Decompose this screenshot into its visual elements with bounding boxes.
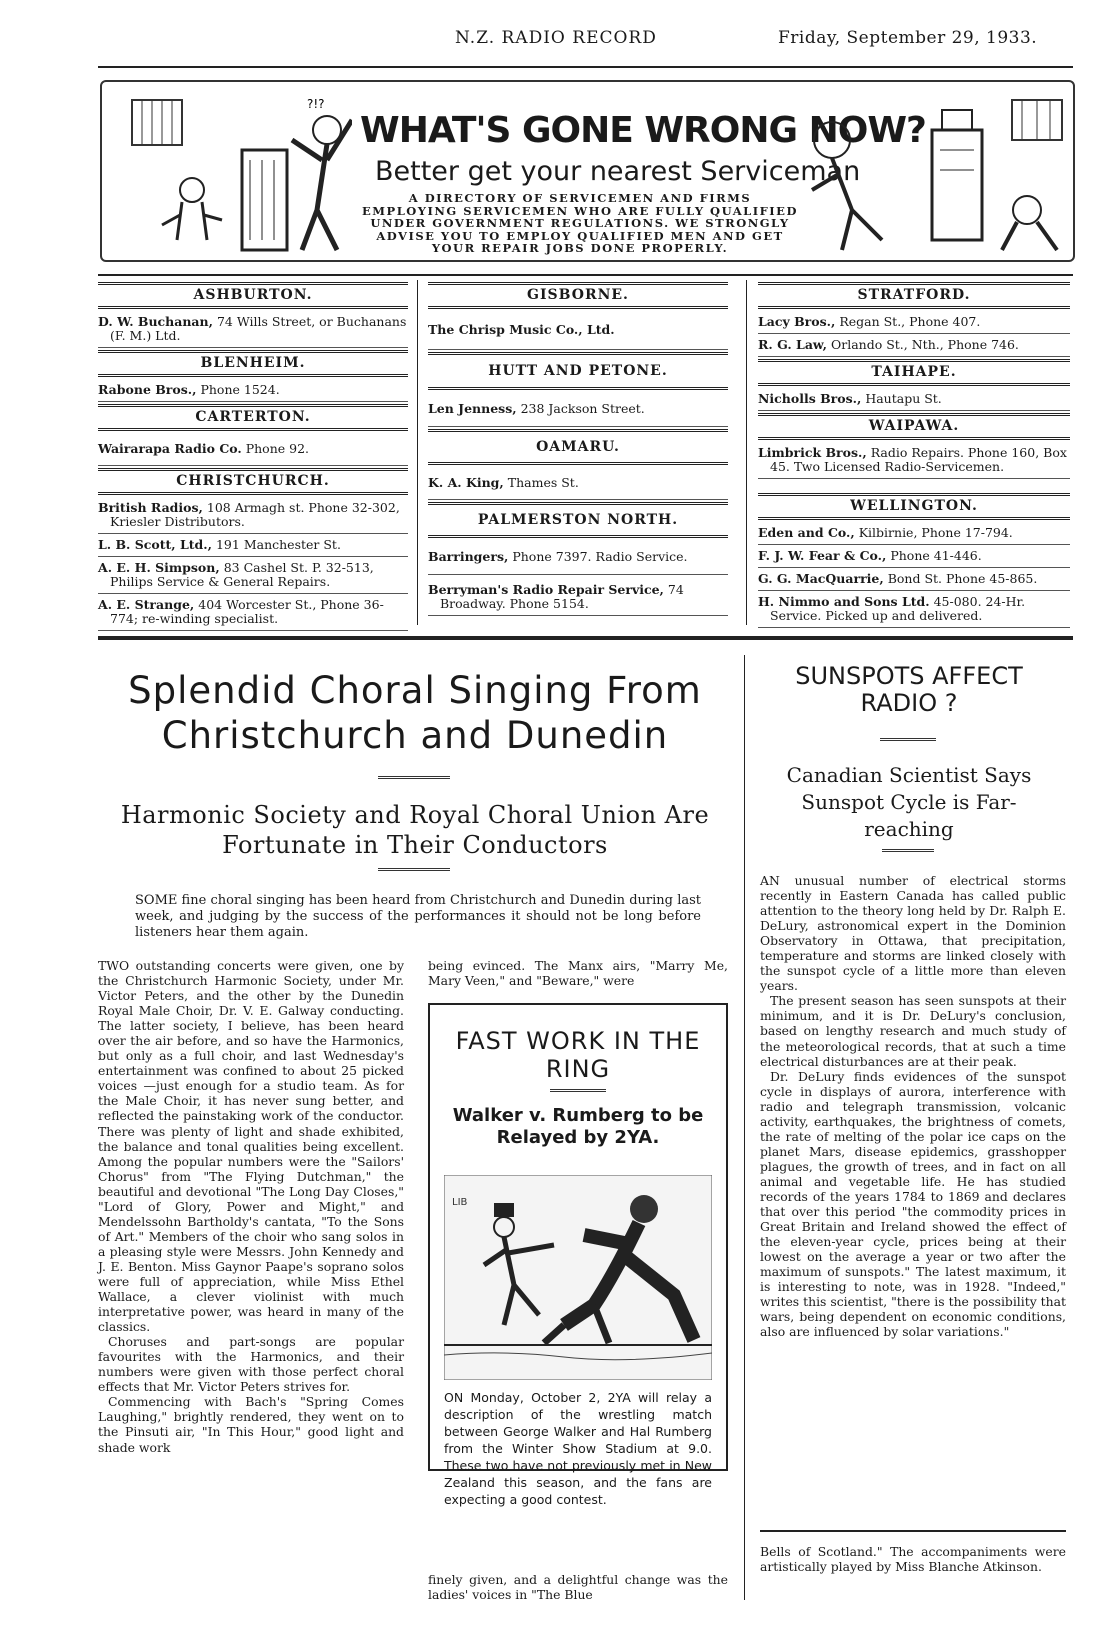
issue-date: Friday, September 29, 1933. <box>778 28 1038 48</box>
town-heading: PALMERSTON NORTH. <box>428 502 728 538</box>
directory-column-2 <box>428 280 728 616</box>
article-column-2-top: being evinced. The Manx airs, "Marry Me, Mary Veen," and "Beware," were <box>428 958 728 989</box>
town-heading: ASHBURTON. <box>98 282 408 309</box>
sunspots-paragraph: The present season has seen sunspots at their minimum, and it is Dr. DeLury's conclusion, based on lengthy research and much study of the meteorological records, that at such a time electrical disturbances are at their peak. <box>760 993 1066 1069</box>
sunspots-subtitle-divider <box>882 849 934 852</box>
article-column-2-bottom: finely given, and a delightful change was the ladies' voices in "The Blue <box>428 1572 728 1603</box>
town-heading: GISBORNE. <box>428 282 728 309</box>
sunspots-title: SUNSPOTS AFFECT RADIO ? <box>795 662 1023 717</box>
svg-text:?!?: ?!? <box>307 97 325 111</box>
town-heading: CHRISTCHURCH. <box>98 468 408 495</box>
directory-entry: British Radios, 108 Armagh st. Phone 32-302, Kriesler Distributors. <box>98 497 408 534</box>
article-paragraph: Commencing with Bach's "Spring Comes Laughing," brightly rendered, they went on to the Pinsuti air, "In This Hour," good light and shade work <box>98 1394 404 1455</box>
sunspots-subtitle: Canadian Scientist Says Sunspot Cycle is Far-reaching <box>786 763 1032 841</box>
town-heading: WELLINGTON. <box>758 493 1070 520</box>
directory-column-1 <box>98 280 408 631</box>
directory-entry: Eden and Co., Kilbirnie, Phone 17-794. <box>758 522 1070 545</box>
sunspots-divider <box>880 738 936 741</box>
sunspots-end-rule <box>760 1530 1066 1532</box>
town-heading: BLENHEIM. <box>98 350 408 377</box>
wrestlers-cartoon-illustration <box>444 1175 712 1380</box>
fight-box-divider <box>550 1089 606 1092</box>
town-heading: CARTERTON. <box>98 404 408 431</box>
article-headline: Splendid Choral Singing From Christchurch and Dunedin <box>128 669 702 757</box>
svg-text:LIB: LIB <box>452 1197 468 1208</box>
directory-entry: Berryman's Radio Repair Service, 74 Broadway. Phone 5154. <box>428 575 728 616</box>
fight-box-subtitle: Walker v. Rumberg to be Relayed by 2YA. <box>452 1105 704 1148</box>
sunspots-body <box>760 873 1066 1339</box>
article-column-3-bottom: Bells of Scotland." The accompaniments were artistically played by Miss Blanche Atkinson. <box>760 1544 1066 1575</box>
directory-divider-1 <box>417 280 418 625</box>
directory-entry: L. B. Scott, Ltd., 191 Manchester St. <box>98 534 408 557</box>
radio-cartoon-right-illustration <box>792 90 1072 258</box>
banner-subslogan: Better get your nearest Serviceman <box>375 156 861 187</box>
directory-entry: A. E. H. Simpson, 83 Cashel St. P. 32-513, Philips Service & General Repairs. <box>98 557 408 594</box>
directory-entry: Limbrick Bros., Radio Repairs. Phone 160, Box 45. Two Licensed Radio-Servicemen. <box>758 442 1070 479</box>
town-heading: WAIPAWA. <box>758 413 1070 440</box>
directory-top-rule <box>98 274 1073 276</box>
directory-entry: G. G. MacQuarrie, Bond St. Phone 45-865. <box>758 568 1070 591</box>
sunspots-paragraph: AN unusual number of electrical storms recently in Eastern Canada has called public attention to the theory long held by Dr. Ralph E. DeLury, astronomical expert in the Dominion Observatory in Ottawa, that precipitation, temperature and storms are linked closely with the sunspot cycle of a little more than eleven years. <box>760 873 1066 994</box>
subhead-divider <box>378 868 450 871</box>
servicemen-banner <box>100 80 1075 262</box>
directory-entry: A. E. Strange, 404 Worcester St., Phone 36-774; re-winding specialist. <box>98 594 408 631</box>
sunspots-paragraph: Dr. DeLury finds evidences of the sunspot cycle in displays of aurora, interference with radio and telegraph transmission, volcanic activity, earthquakes, the brightness of comets, the rate of melting of the polar ice caps on the planet Mars, disease epidemics, grasshopper plagues, the growth of trees, and in fact on all animal and vegetable life. He has studied records of the years 1784 to 1869 and declares that over this period "the commodity prices in Great Britain and Ireland showed the effect of the eleven-year cycle, prices being at their lowest on the average a year or two after the maximum of sunspots." The latest maximum, it is interesting to note, was in 1928. "Indeed," writes this scientist, "there is the possibility that wars, being dependent on economic conditions, also are influenced by solar variations." <box>760 1068 1066 1340</box>
town-heading: HUTT AND PETONE. <box>428 352 728 390</box>
directory-entry: Wairarapa Radio Co. Phone 92. <box>98 433 408 466</box>
directory-entry: Len Jenness, 238 Jackson Street. <box>428 392 728 427</box>
town-heading: STRATFORD. <box>758 282 1070 309</box>
directory-entry: Nicholls Bros., Hautapu St. <box>758 388 1070 411</box>
directory-column-3 <box>758 280 1070 628</box>
fight-box-text: ON Monday, October 2, 2YA will relay a description of the wrestling match between George Walker and Hal Rumberg from the Winter Show Stadium at 9.0. These two have not previously met in New Zealand this season, and the fans are expecting a good contest. <box>444 1390 712 1507</box>
article-subhead: Harmonic Society and Royal Choral Union Are Fortunate in Their Conductors <box>120 801 710 859</box>
article-paragraph: TWO outstanding concerts were given, one by the Christchurch Harmonic Society, under Mr. Victor Peters, and the other by the Dunedin Royal Male Choir, Dr. V. E. Galway conducting. The latter society, I believe, has been heard over the air before, and so have the Harmonics, but only as a full choir, and last Wednesday's entertainment was confined to about 25 picked voices —just enough for a studio team. As for the Male Choir, it has never sung better, and reflected the painstaking work of the conductor. There was plenty of light and shade exhibited, the balance and tonal qualities being excellent. Among the popular numbers were the "Sailors' Chorus" from "The Flying Dutchman," the beautiful and devotional "The Long Day Closes," "Lord of Glory, Power and Might," and Mendelssohn Bartholdy's cantata, "To the Sons of Art." Members of the choir who sang solos in a pleasing style were Messrs. John Kennedy and J. E. Benton. Miss Gaynor Paape's soprano solos were full of appreciation, while Miss Ethel Wallace, a clever violinist with much interpretative power, was heard in many of the classics. <box>98 958 404 1335</box>
town-heading: OAMARU. <box>428 429 728 465</box>
directory-entry: D. W. Buchanan, 74 Wills Street, or Buchanans (F. M.) Ltd. <box>98 311 408 348</box>
radio-cartoon-left-illustration <box>122 90 352 258</box>
directory-entry: Lacy Bros., Regan St., Phone 407. <box>758 311 1070 334</box>
banner-slogan: WHAT'S GONE WRONG NOW? <box>360 110 926 151</box>
publication-title: N.Z. RADIO RECORD <box>455 28 657 48</box>
headline-divider <box>378 776 450 779</box>
article-column-1 <box>98 958 404 1455</box>
article-lead: SOME fine choral singing has been heard from Christchurch and Dunedin during last week, and judging by the success of the performances it should not be long before listeners hear them again. <box>135 893 701 940</box>
article-paragraph: Choruses and part-songs are popular favourites with the Harmonics, and their numbers were given with those perfect choral effects that Mr. Victor Peters strives for. <box>98 1334 404 1395</box>
directory-entry: Barringers, Phone 7397. Radio Service. <box>428 540 728 575</box>
column-divider <box>744 655 745 1600</box>
header-rule <box>98 66 1073 68</box>
fight-announcement-box <box>428 1003 728 1507</box>
town-heading: TAIHAPE. <box>758 359 1070 386</box>
directory-entry: R. G. Law, Orlando St., Nth., Phone 746. <box>758 334 1070 357</box>
directory-entry: F. J. W. Fear & Co., Phone 41-446. <box>758 545 1070 568</box>
directory-divider-2 <box>746 280 747 625</box>
banner-advice: A DIRECTORY OF SERVICEMEN AND FIRMS EMPLOYING SERVICEMEN WHO ARE FULLY QUALIFIED UNDER GOVERNMENT REGULATIONS. WE STRONGLY ADVISE YOU TO EMPLOY QUALIFIED MEN AND GET YOUR REPAIR JOBS DONE PROPERLY. <box>362 191 798 255</box>
directory-entry: H. Nimmo and Sons Ltd. 45-080. 24-Hr. Service. Picked up and delivered. <box>758 591 1070 628</box>
directory-entry: K. A. King, Thames St. <box>428 467 728 500</box>
directory-entry: The Chrisp Music Co., Ltd. <box>428 311 728 350</box>
fight-box-title: FAST WORK IN THE RING <box>455 1027 701 1083</box>
directory-bottom-rule <box>98 636 1073 640</box>
directory-entry: Rabone Bros., Phone 1524. <box>98 379 408 402</box>
